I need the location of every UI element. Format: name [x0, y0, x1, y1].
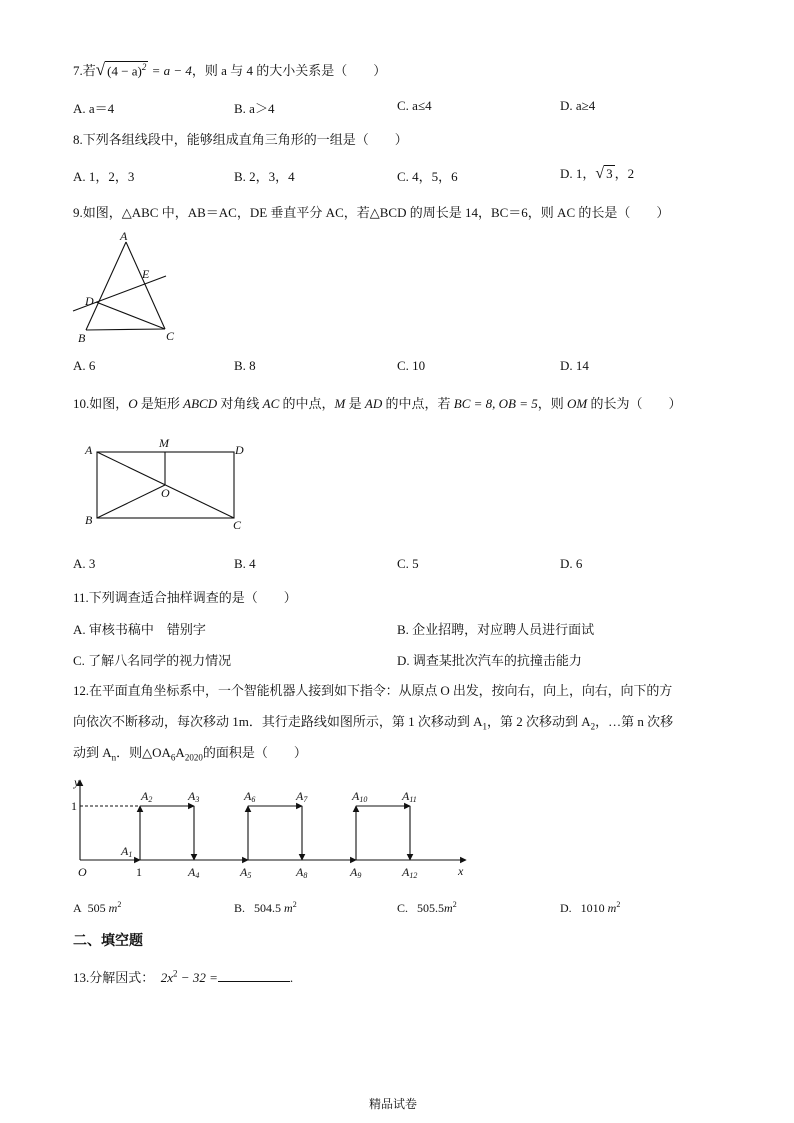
q12-x-one: 1: [136, 865, 142, 879]
q11-option-c[interactable]: C. 了解八名同学的视力情况: [73, 653, 232, 668]
q12-option-a[interactable]: A 505 $m^2$: [73, 900, 122, 915]
q10-segment-bo: [97, 485, 165, 518]
q9-stem: 9.如图，△ABC 中，AB＝AC，DE 垂直平分 AC，若△BCD 的周长是 14，BC＝6，则 AC 的长是（ ）: [73, 205, 670, 220]
q10-stem: 10.如图，O 是矩形 ABCD 对角线 AC 的中点，M 是 AD 的中点，若 BC = 8, OB = 5，则 OM 的长为（ ）: [73, 396, 682, 411]
q12-stem-line1: 12.在平面直角坐标系中，一个智能机器人接到如下指令：从原点 O 出发，按向右，向上，向右，向下的方: [73, 683, 673, 698]
q12-stem-line2: 向依次不断移动，每次移动 1m．其行走路线如图所示，第 1 次移动到 $A_1$，第 2 次移动到 $A_2$，…第 n 次移: [73, 714, 674, 732]
q9-label-a: A: [120, 229, 128, 243]
q7-stem: 7.若√ $(4 - a)^2 = a - 4$，则 a 与 4 的大小关系是（ ）: [73, 60, 387, 79]
q12-option-b[interactable]: B. 504.5 $m^2$: [234, 900, 297, 915]
q12-option-c[interactable]: C. $505.5m^2$: [397, 900, 457, 915]
q12-label-a12: A12: [402, 865, 418, 880]
q8-stem: 8.下列各组线段中，能够组成直角三角形的一组是（ ）: [73, 132, 408, 147]
q10-label-b: B: [85, 513, 93, 527]
q7-option-a[interactable]: A. a＝4: [73, 101, 115, 116]
q10-label-c: C: [233, 518, 242, 532]
q12-figure: [68, 772, 478, 884]
q11-option-d[interactable]: D. 调查某批次汽车的抗撞击能力: [397, 653, 582, 668]
q9-segment-bc: [86, 329, 165, 330]
q12-stem-line3: 动到 $A_n$．则$\triangle OA_6A_{2020}$的面积是（ ）: [73, 745, 307, 763]
q10-label-m: M: [159, 436, 169, 450]
q10-option-a[interactable]: A. 3: [73, 556, 96, 571]
q12-label-a1: A1: [121, 844, 133, 859]
q9-label-b: B: [78, 331, 86, 345]
q12-label-a4: A4: [188, 865, 200, 880]
q7-option-c[interactable]: C. a≤4: [397, 98, 432, 113]
q8-option-d[interactable]: D. 1，√ 3 ，2: [560, 165, 635, 182]
q7-option-b[interactable]: B. a＞4: [234, 101, 275, 116]
q10-label-d: D: [235, 443, 244, 457]
q10-label-a: A: [85, 443, 93, 457]
q9-segment-ab: [86, 242, 126, 330]
q9-option-a[interactable]: A. 6: [73, 358, 96, 373]
page-footer: 精品试卷: [369, 1097, 418, 1111]
q7-option-d[interactable]: D. a≥4: [560, 98, 596, 113]
q11-stem: 11.下列调查适合抽样调查的是（ ）: [73, 590, 297, 605]
q9-option-c[interactable]: C. 10: [397, 358, 426, 373]
q10-option-b[interactable]: B. 4: [234, 556, 256, 571]
q9-label-d: D: [85, 294, 94, 308]
q12-label-a5: A5: [240, 865, 252, 880]
q13-answer-blank[interactable]: [218, 969, 290, 982]
q9-label-c: C: [166, 329, 175, 343]
q12-label-a7: A7: [296, 789, 308, 804]
q12-label-a3: A3: [188, 789, 200, 804]
q12-label-a2: A2: [141, 789, 153, 804]
q13-stem: 13.分解因式： $2x^2 - 32$ = .: [73, 968, 294, 985]
q7-radical: √ $(4 - a)^2$: [95, 60, 147, 79]
q9-option-b[interactable]: B. 8: [234, 358, 256, 373]
q8-option-b[interactable]: B. 2，3，4: [234, 169, 295, 184]
q12-label-a10: A10: [352, 789, 368, 804]
section-title-fill-blank: 二、填空题: [73, 933, 143, 949]
q12-label-a11: A11: [402, 789, 417, 804]
q12-y-label: y: [74, 775, 80, 789]
q12-label-a9: A9: [350, 865, 362, 880]
q11-option-a[interactable]: A. 审核书稿中 错别字: [73, 622, 206, 637]
q8-option-c[interactable]: C. 4，5，6: [397, 169, 458, 184]
q9-option-d[interactable]: D. 14: [560, 358, 589, 373]
q9-figure: [68, 228, 188, 348]
q10-label-o: O: [161, 486, 170, 500]
q12-label-a6: A6: [244, 789, 256, 804]
q12-label-a8: A8: [296, 865, 308, 880]
q11-option-b[interactable]: B. 企业招聘，对应聘人员进行面试: [397, 622, 595, 637]
q10-option-d[interactable]: D. 6: [560, 556, 583, 571]
q12-option-d[interactable]: D. 1010 $m^2$: [560, 900, 621, 915]
q12-y-one: 1: [71, 799, 77, 813]
q12-x-label: x: [458, 864, 464, 878]
q12-origin-label: O: [78, 865, 87, 879]
q10-option-c[interactable]: C. 5: [397, 556, 419, 571]
q8-option-a[interactable]: A. 1，2，3: [73, 169, 135, 184]
q9-label-e: E: [142, 267, 150, 281]
q10-figure: [80, 432, 255, 532]
